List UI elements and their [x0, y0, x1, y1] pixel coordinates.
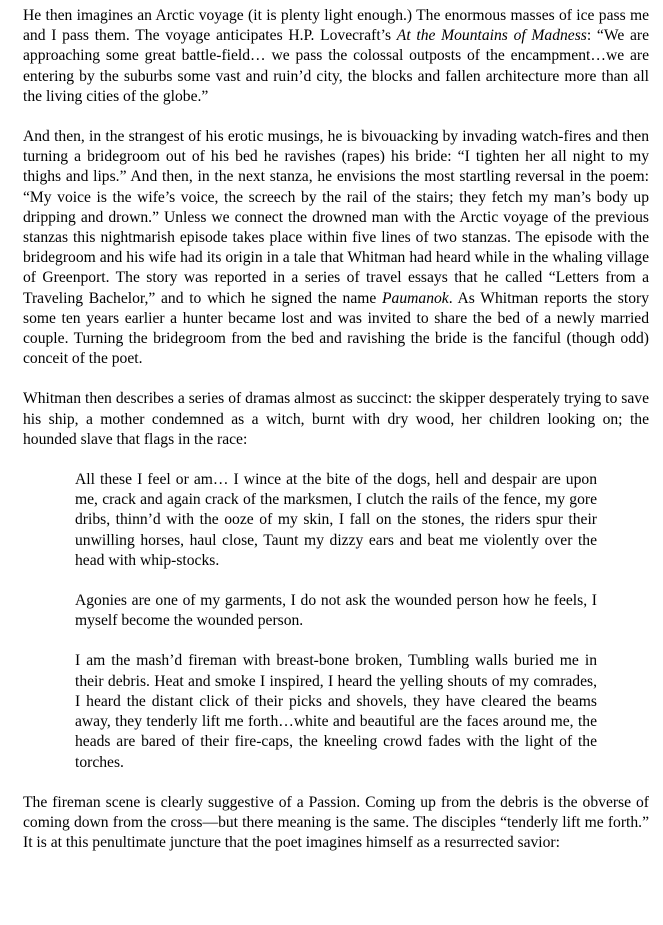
paragraph-text: . As Whitman reports the story some ten years earlier a hunter became lost and was invited to share the bed of a newly married couple. Turning the bridegroom from the bed and ravishing the bride is the fanciful (though odd) conceit of the poet. [23, 289, 649, 368]
quote-stanza-fireman: I am the mash’d fireman with breast-bone broken, Tumbling walls buried me in their debris. Heat and smoke I inspired, I heard the yelling shouts of my comrades, I heard the distant click of their picks and shovels, they have cleared the beams away, they tenderly lift me forth…white and beautiful are the faces around me, the heads are bared of their fire-caps, the kneeling crowd fades with the light of the torches. [75, 652, 597, 771]
paragraph-arctic-voyage [23, 6, 649, 107]
paragraph-bridegroom [23, 127, 649, 369]
paragraph-text: He then imagines an Arctic voyage (it is plenty light enough.) The enormous masses of ice pass me and I pass them. The voyage anticipates H.P. Lovecraft’s [23, 7, 649, 45]
pen-name: Paumanok [382, 289, 449, 307]
document-page [23, 6, 649, 853]
paragraph-text: : “We are approaching some great battle-field… we pass the colossal outposts of the encampment…we are entering by the suburbs some vast and ruin’d city, the blocks and fallen architecture more than all the living cities of the globe.” [23, 27, 649, 105]
paragraph-dramas: Whitman then describes a series of dramas almost as succinct: the skipper desperately trying to save his ship, a mother condemned as a witch, burnt with dry wood, her children looking on; the hounded slave that flags in the race: [23, 390, 649, 448]
quote-stanza-agonies: Agonies are one of my garments, I do not ask the wounded person how he feels, I myself become the wounded person. [75, 592, 597, 630]
book-title: At the Mountains of Madness [396, 27, 587, 45]
quote-stanza-wince: All these I feel or am… I wince at the bite of the dogs, hell and despair are upon me, crack and again crack of the marksmen, I clutch the rails of the fence, my gore dribs, thinn’d with the ooze of my skin, I fall on the stones, the riders spur their unwilling horses, haul close, Taunt my dizzy ears and beat me violently over the head with whip-stocks. [75, 471, 597, 569]
paragraph-fireman-passion: The fireman scene is clearly suggestive of a Passion. Coming up from the debris is the obverse of coming down from the cross—but there meaning is the same. The disciples “tenderly lift me forth.” It is at this penultimate juncture that the poet imagines himself as a resurrected savior: [23, 793, 649, 852]
block-quote [75, 470, 597, 773]
paragraph-text: And then, in the strangest of his erotic musings, he is bivouacking by invading watch-fires and then turning a bridegroom out of his bed he ravishes (rapes) his bride: “I tighten her all night to my thighs and lips.” And then, in the next stanza, he envisions the most startling reversal in the poem: “My voice is the wife’s voice, the screech by the rail of the stairs; they fetch my man’s body up dripping and drown.” Unless we connect the drowned man with the Arctic voyage of the previous stanzas this nightmarish episode takes place within five lines of two stanzas. The episode with the bridegroom and his wife had its origin in a tale that Whitman had heard while in the whaling village of Greenport. The story was reported in a series of travel essays that he called “Letters from a Traveling Bachelor,” and to which he signed the name [23, 128, 649, 307]
